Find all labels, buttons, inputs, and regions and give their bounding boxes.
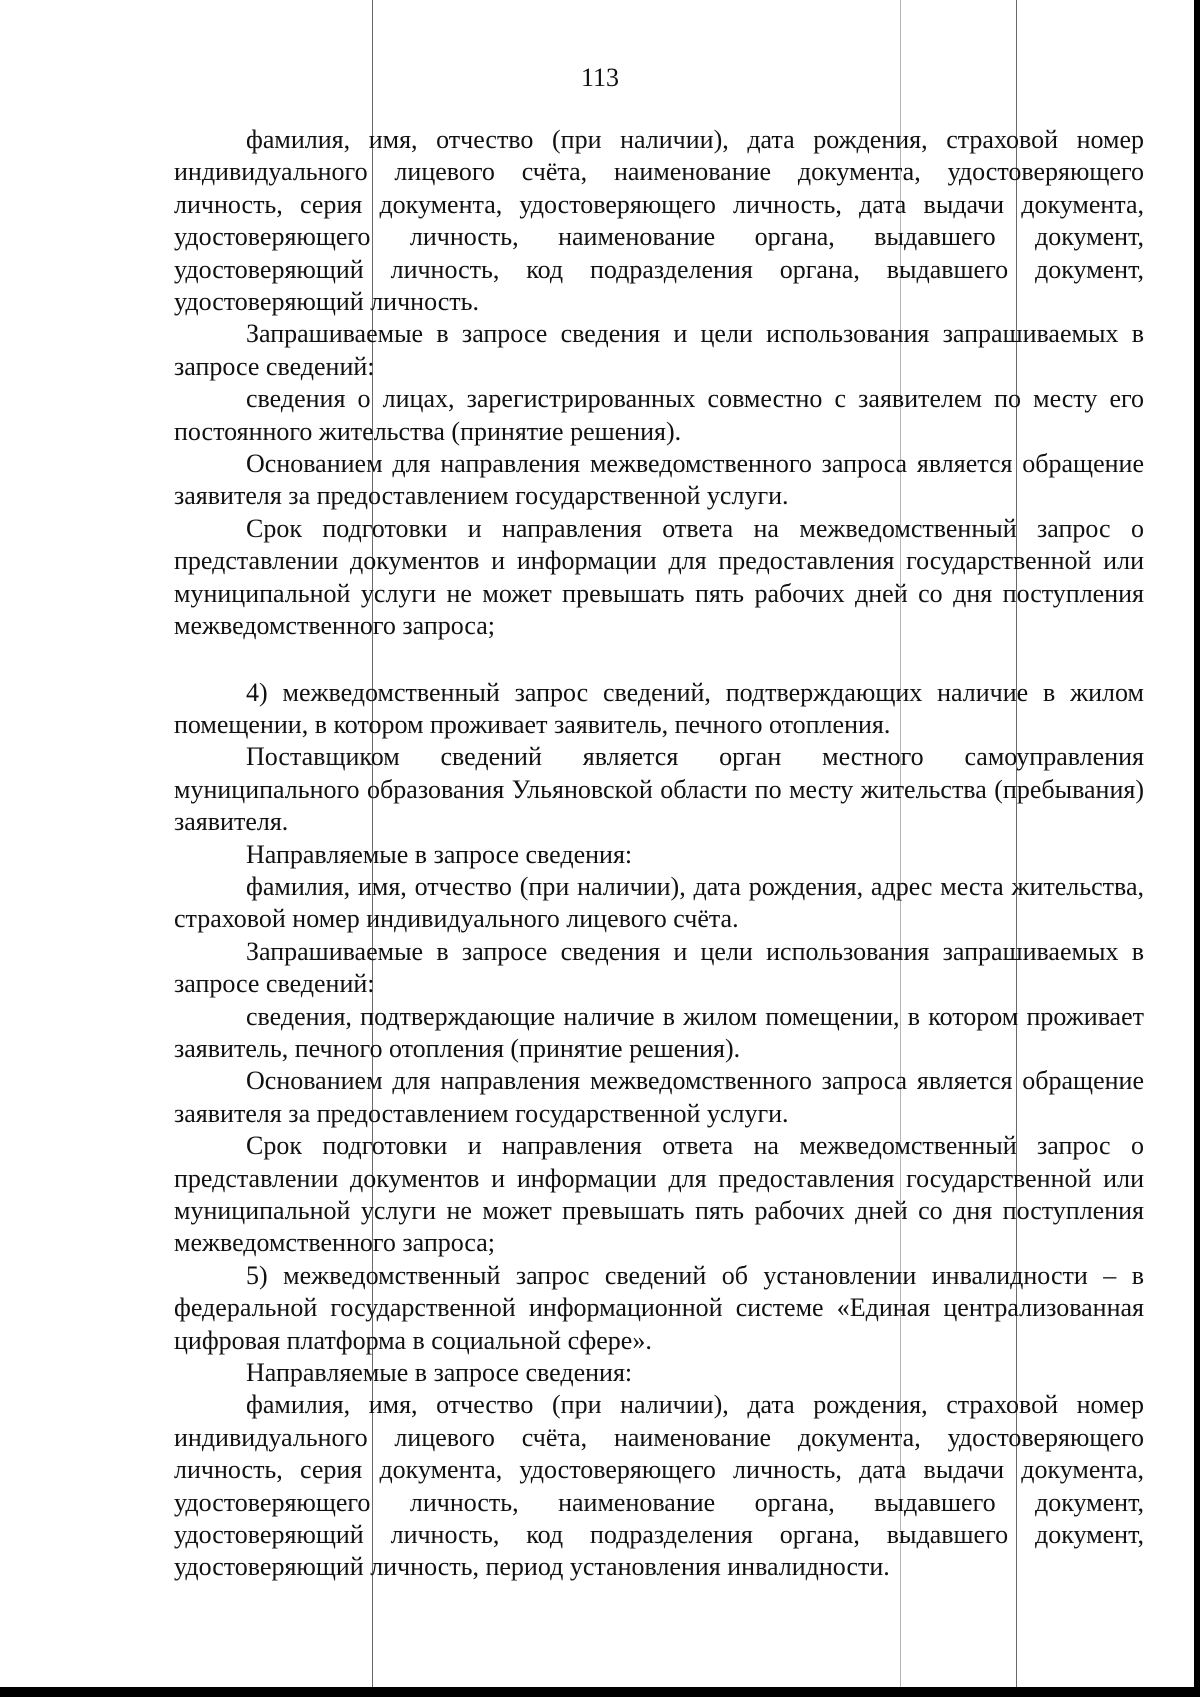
paragraph: Направляемые в запросе сведения: [246,1358,633,1388]
paragraph: Запрашиваемые в запросе сведения и цели использования запрашиваемых в запросе сведений: [174,319,1144,381]
paragraph: 5) межведомственный запрос сведений об установлении инвалидности – в федеральной государственной информационной системе «Единая централизованная цифровая платформа в социальной сфере». [174,1260,1144,1355]
scan-bottom-edge [0,1687,1200,1697]
paragraph: сведения, подтверждающие наличие в жилом помещении, в котором проживает заявитель, печного отопления (принятие решения). [174,1001,1144,1063]
paragraph: Основанием для направления межведомственного запроса является обращение заявителя за предоставлением государственной услуги. [174,1066,1144,1128]
paragraph: Поставщиком сведений является орган местного самоуправления муниципального образования Ульяновской области по месту жительства (пребывания) заявителя. [174,742,1144,837]
paragraph: фамилия, имя, отчество (при наличии), дата рождения, страховой номер индивидуального лицевого счёта, наименование документа, удостоверяющего личность, серия документа, удостоверяющего личность, дата выдачи документа, удостоверяющего личность, наименование органа, выдавшего документ, удостоверяющий личность, код подразделения органа, выдавшего документ, удостоверяющий личность. [174,125,1144,317]
paragraph: Срок подготовки и направления ответа на межведомственный запрос о представлении документов и информации для предоставления государственной или муниципальной услуги не может превышать пять рабочих дней со дня поступления межведомственного запроса; [174,1131,1144,1258]
paragraph: фамилия, имя, отчество (при наличии), дата рождения, страховой номер индивидуального лицевого счёта, наименование документа, удостоверяющего личность, серия документа, удостоверяющего личность, дата выдачи документа, удостоверяющего личность, наименование органа, выдавшего документ, удостоверяющий личность, код подразделения органа, выдавшего документ, удостоверяющий личность, период установления инвалидности. [174,1390,1144,1582]
paragraph: Основанием для направления межведомственного запроса является обращение заявителя за предоставлением государственной услуги. [174,449,1144,511]
paragraph: Направляемые в запросе сведения: [246,839,633,869]
paragraph: 4) межведомственный запрос сведений, подтверждающих наличие в жилом помещении, в котором проживает заявитель, печного отопления. [174,677,1144,739]
document-body [174,124,1144,1584]
paragraph: Срок подготовки и направления ответа на межведомственный запрос о представлении документов и информации для предоставления государственной или муниципальной услуги не может превышать пять рабочих дней со дня поступления межведомственного запроса; [174,513,1144,641]
page-number: 113 [580,63,620,92]
paragraph: фамилия, имя, отчество (при наличии), дата рождения, адрес места жительства, страховой номер индивидуального лицевого счёта. [174,871,1144,934]
scan-right-edge [1194,0,1200,1697]
paragraph: Запрашиваемые в запросе сведения и цели использования запрашиваемых в запросе сведений: [174,936,1144,999]
paragraph: сведения о лицах, зарегистрированных совместно с заявителем по месту его постоянного жительства (принятие решения). [174,384,1144,446]
